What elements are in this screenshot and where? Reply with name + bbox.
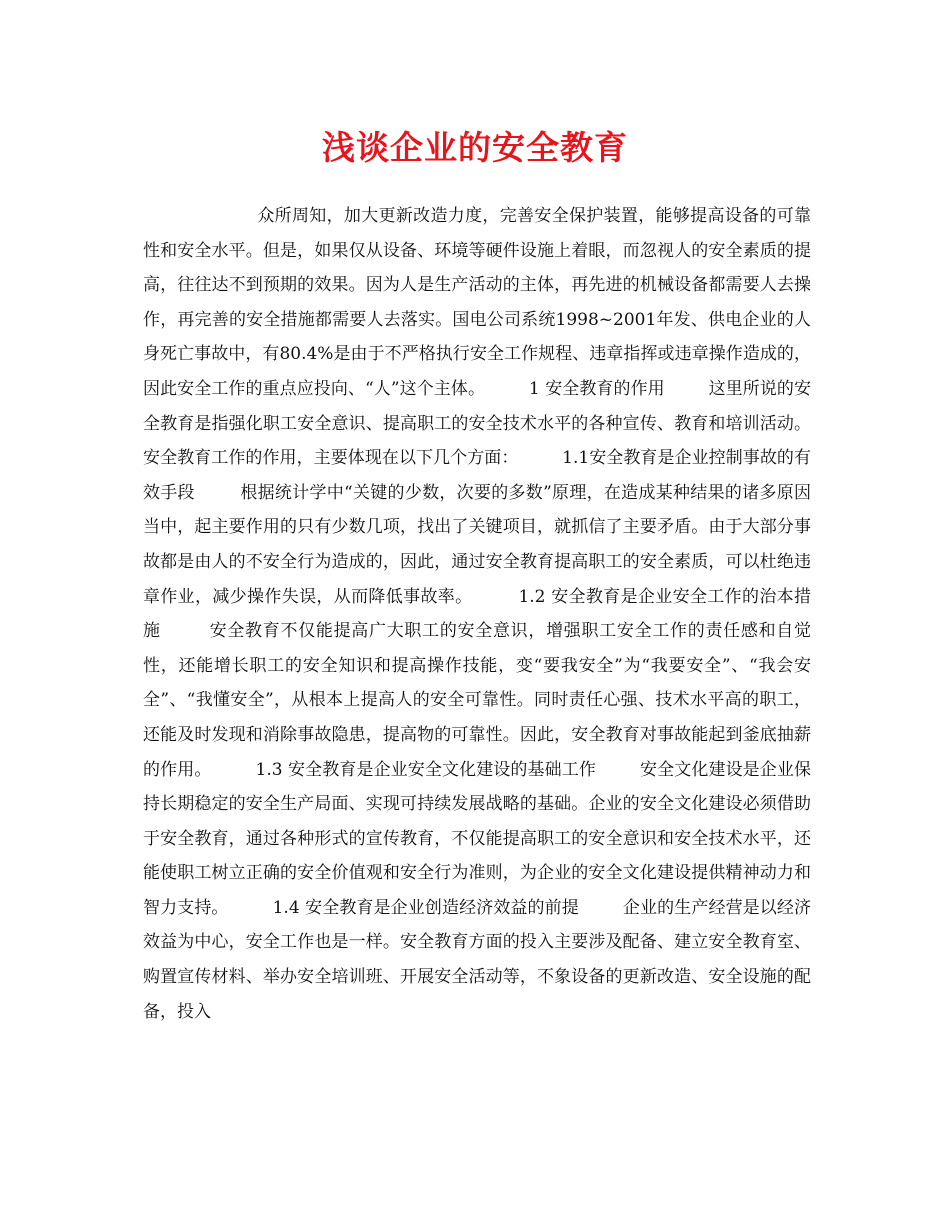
document-body-paragraph: 众所周知，加大更新改造力度，完善安全保护装置，能够提高设备的可靠性和安全水平。但是，如果仅从设备、环境等硬件设施上着眼，而忽视人的安全素质的提高，往往达不到预期的效果。因为人是生产活动的主体，再先进的机械设备都需要人去操作，再完善的安全措施都需要人去落实。国电公司系统1998~2001年发、供电企业的人身死亡事故中，有80.4%是由于不严格执行安全工作规程、违章指挥或违章操作造成的，因此安全工作的重点应投向、“人”这个主体。 1 安全教育的作用 这里所说的安全教育是指强化职工安全意识、提高职工的安全技术水平的各种宣传、教育和培训活动。安全教育工作的作用，主要体现在以下几个方面： 1.1安全教育是企业控制事故的有效手段 根据统计学中“关键的少数，次要的多数”原理，在造成某种结果的诸多原因当中，起主要作用的只有少数几项，找出了关键项目，就抓信了主要矛盾。由于大部分事故都是由人的不安全行为造成的，因此，通过安全教育提高职工的安全素质，可以杜绝违章作业，减少操作失误，从而降低事故率。 1.2 安全教育是企业安全工作的治本措施 安全教育不仅能提高广大职工的安全意识，增强职工安全工作的责任感和自觉性，还能增长职工的安全知识和提高操作技能，变“要我安全”为“我要安全”、“我会安全”、“我懂安全”，从根本上提高人的安全可靠性。同时责任心强、技术水平高的职工，还能及时发现和消除事故隐患，提高物的可靠性。因此，安全教育对事故能起到釜底抽薪的作用。 1.3 安全教育是企业安全文化建设的基础工作 安全文化建设是企业保持长期稳定的安全生产局面、实现可持续发展战略的基础。企业的安全文化建设必须借助于安全教育，通过各种形式的宣传教育，不仅能提高职工的安全意识和安全技术水平，还能使职工树立正确的安全价值观和安全行为准则，为企业的安全文化建设提供精神动力和智力支持。 1.4 安全教育是企业创造经济效益的前提 企业的生产经营是以经济效益为中心，安全工作也是一样。安全教育方面的投入主要涉及配备、建立安全教育室、购置宣传材料、举办安全培训班、开展安全活动等，不象设备的更新改造、安全设施的配备，投入 xyxy=(143,206,812,1022)
document-title: 浅谈企业的安全教育 xyxy=(322,128,628,167)
